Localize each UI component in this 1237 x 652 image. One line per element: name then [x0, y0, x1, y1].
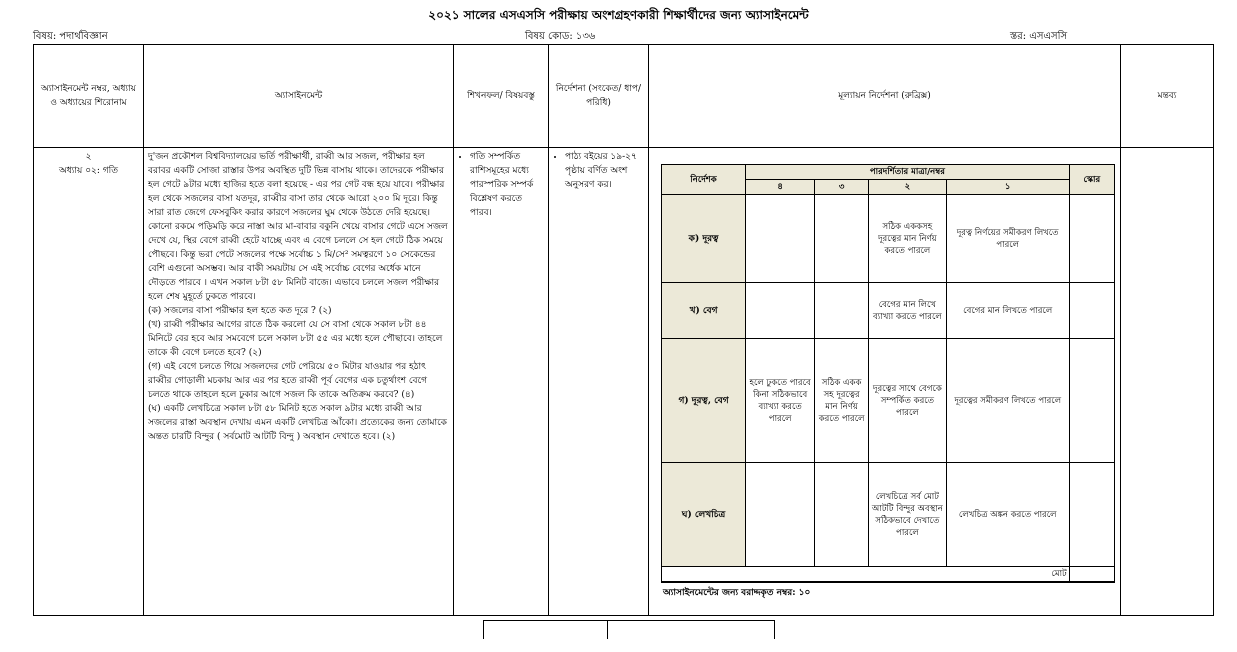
instruction-cell: [549, 148, 649, 616]
rubric-score-cell: [1069, 339, 1114, 463]
learning-outcome-cell: [454, 148, 549, 616]
rubric-row: [662, 195, 1115, 283]
rubric-indicator: খ) বেগ: [662, 283, 746, 339]
rubric-cell-l4: [746, 195, 815, 283]
rubric-cell-l1: বেগের মান লিখতে পারলে: [946, 283, 1069, 339]
rubric-cell-l2: দূরত্বের সাথে বেগকে সম্পর্কিত করতে পারলে: [869, 339, 947, 463]
header-remarks: মন্তব্য: [1121, 45, 1214, 148]
rubric-cell-l3: [815, 283, 869, 339]
rubric-cell-l2: বেগের মান লিখে ব্যাখ্যা করতে পারলে: [869, 283, 947, 339]
header-rubric: মূল্যায়ন নির্দেশনা (রুব্রিক্স): [649, 45, 1121, 148]
header-instructions: নির্দেশনা (সংকেত/ ধাপ/ পরিধি): [549, 45, 649, 148]
allocated-marks: অ্যাসাইনমেন্টের জন্য বরাদ্দকৃত নম্বর: ১০: [661, 582, 1115, 600]
rubric-row: [662, 283, 1115, 339]
rubric-cell-l2: লেখচিত্রে সর্ব মোট আটটি বিন্দুর অবস্থান সঠিকভাবে দেখাতে পারলে: [869, 463, 947, 567]
rubric-cell-l2: সঠিক এককসহ দূরত্বের মান নির্ণয় করতে পারলে: [869, 195, 947, 283]
header-assignment-number: অ্যাসাইনমেন্ট নম্বর, অধ্যায় ও অধ্যায়ের শিরোনাম: [34, 45, 144, 148]
rubric-level-header: পারদর্শিতার মাত্রা/নম্বর: [746, 165, 1070, 180]
instruction-text: • পাঠ্য বইয়ের ১৯-২৭ পৃষ্ঠায় বর্ণিত অংশ অনুসরণ কর।: [565, 150, 644, 192]
subject-label: বিষয়: পদার্থবিজ্ঞান: [33, 31, 108, 42]
table-header-row: [34, 45, 1214, 148]
question-ka: (ক) সজলের বাসা পরীক্ষার হল হতে কত দূরে ? (২): [148, 306, 332, 316]
learning-outcome-text: • গতি সম্পর্কিত রাশিসমূহের মধ্যে পারস্পরিক সম্পর্ক বিশ্লেষণ করতে পারব।: [470, 150, 544, 220]
rubric-cell-l1: দূরত্বের সমীকরণ লিখতে পারলে: [946, 339, 1069, 463]
table-row: [34, 148, 1214, 616]
question-gha: (ঘ) একটি লেখচিত্রে সকাল ৮টা ৫৮ মিনিট হতে সকাল ৯টার মধ্যে রাব্বী আর সজলের রাস্তা অবস্থান দেখায় এমন একটি লেখচিত্র আঁকো। প্রত্যেকের জন্য তোমাকে অন্তত চারটি বিন্দুর ( সর্বমোট আটটি বিন্দু ) অবস্থান দেখাতে হবে। (২): [148, 404, 447, 442]
rubric-cell-l1: দূরত্ব নির্ণয়ের সমীকরণ লিখতে পারলে: [946, 195, 1069, 283]
rubric-row: [662, 339, 1115, 463]
rubric-total-row: [662, 567, 1115, 582]
document-title: ২০২১ সালের এসএসসি পরীক্ষায় অংশগ্রহণকারী শিক্ষার্থীদের জন্য অ্যাসাইনমেন্ট: [428, 8, 809, 22]
question-kha: (খ) রাব্বী পরীক্ষার আগের রাতে ঠিক করলো যে সে বাসা থেকে সকাল ৮টা ৪৪ মিনিটে বের হবে আর সমবেগে চলে সকাল ৮টা ৫৫ এর মধ্যে হলে পৌছাবে। তাহলে তাকে কী বেগে চলতে হবে? (২): [148, 320, 443, 358]
footer-divider: [607, 621, 608, 639]
rubric-score-cell: [1069, 283, 1114, 339]
remarks-cell: [1121, 148, 1214, 616]
rubric-table: [661, 164, 1115, 582]
rubric-score-header: স্কোর: [1069, 165, 1114, 195]
header-assignment: অ্যাসাইনমেন্ট: [144, 45, 454, 148]
rubric-indicator: গ) দূরত্ব, বেগ: [662, 339, 746, 463]
header-learning-outcome: শিখনফল/ বিষয়বস্তু: [454, 45, 549, 148]
question-ga: (গ) এই বেগে চলতে গিয়ে সজলদের গেট পেরিয়ে ৫০ মিটার যাওয়ার পর হঠাৎ রাব্বীর গোড়ালী মচকায় আর এর পর হতে রাব্বী পূর্ব বেগের এক চতুর্থাংশ বেগে চলতে থাকে তাহলে হলে ঢুকার আগে সজল কি তাকে অতিক্রম করবে? (৪): [148, 362, 428, 400]
rubric-total-score: [1069, 567, 1114, 582]
rubric-cell-l4: হলে ঢুকতে পারবে কিনা সঠিকভাবে ব্যাখ্যা করতে পারলে: [746, 339, 815, 463]
rubric-total-label: মোট: [662, 567, 1070, 582]
rubric-cell-l4: [746, 283, 815, 339]
rubric-cell-l3: [815, 195, 869, 283]
assignment-number: ২: [85, 152, 92, 162]
rubric-level-1: ১: [946, 180, 1069, 195]
scenario-paragraph: দু'জন প্রকৌশল বিশ্ববিদ্যালয়ের ভর্তি পরীক্ষার্থী, রাব্বী আর সজল, পরীক্ষার হল বরাবর একটি সোজা রাস্তার উপর অবস্থিত দুটি ভিন্ন বাসায় থাকে। তাদেরকে পরীক্ষার হল গেটে ৯টার মধ্যে হাজির হতে বলা হয়েছে - এর পর গেট বন্ধ হয়ে যাবে। পরীক্ষার হল থেকে সজলের বাসা যতদূর, রাব্বীর বাসা তার থেকে আরো ২০০ মি দূরে। কিন্তু সারা রাত জেগে ফেসবুকিং করার কারণে সজলের ঘুম থেকে উঠতে দেরি হয়েছে। কোনো রকমে পড়িমড়ি করে নাস্তা আর মা-বাবার বকুনি খেয়ে বাসার গেটে এসে সজল দেখে যে, স্থির বেগে রাব্বী হেটে যাচ্ছে এবং এ বেগে চললে সে হল গেটে ঠিক সময়ে পৌছবে। কিন্তু ভরা পেটে সজলের পক্ষে সর্বোচ্চ ১ মি/সে² সমত্বরণে ১০ সেকেন্ডের বেশি এগুনো অসম্ভব। আর বাকী সময়টায় সে এই সর্বোচ্চ বেগের অর্ধেক মানে দৌড়তে পারবে । এখন সকাল ৮টা ৫৮ মিনিট বাজে। এভাবে চললে সজল পরীক্ষার হলে শেষ মুহূর্তে ঢুকতে পারবে।: [148, 152, 448, 302]
rubric-level-4: ৪: [746, 180, 815, 195]
rubric-indicator-header: নির্দেশক: [662, 165, 746, 195]
rubric-score-cell: [1069, 195, 1114, 283]
chapter-title: অধ্যায় ০২: গতি: [58, 166, 119, 176]
rubric-cell: [649, 148, 1121, 616]
rubric-level-2: ২: [869, 180, 947, 195]
rubric-score-cell: [1069, 463, 1114, 567]
rubric-row: [662, 463, 1115, 567]
level-label: স্তর: এসএসসি: [1010, 31, 1068, 42]
assignment-number-cell: [34, 148, 144, 616]
assignment-text-cell: [144, 148, 454, 616]
rubric-cell-l3: [815, 463, 869, 567]
rubric-level-3: ৩: [815, 180, 869, 195]
footer-box: [483, 620, 775, 639]
rubric-cell-l1: লেখচিত্র অঙ্কন করতে পারলে: [946, 463, 1069, 567]
rubric-cell-l3: সঠিক একক সহ দূরত্বের মান নির্ণয় করতে পারলে: [815, 339, 869, 463]
rubric-cell-l4: [746, 463, 815, 567]
rubric-indicator: ক) দূরত্ব: [662, 195, 746, 283]
subject-code-label: বিষয় কোড: ১৩৬: [525, 31, 596, 42]
assignment-table: [33, 44, 1214, 616]
rubric-indicator: ঘ) লেখচিত্র: [662, 463, 746, 567]
